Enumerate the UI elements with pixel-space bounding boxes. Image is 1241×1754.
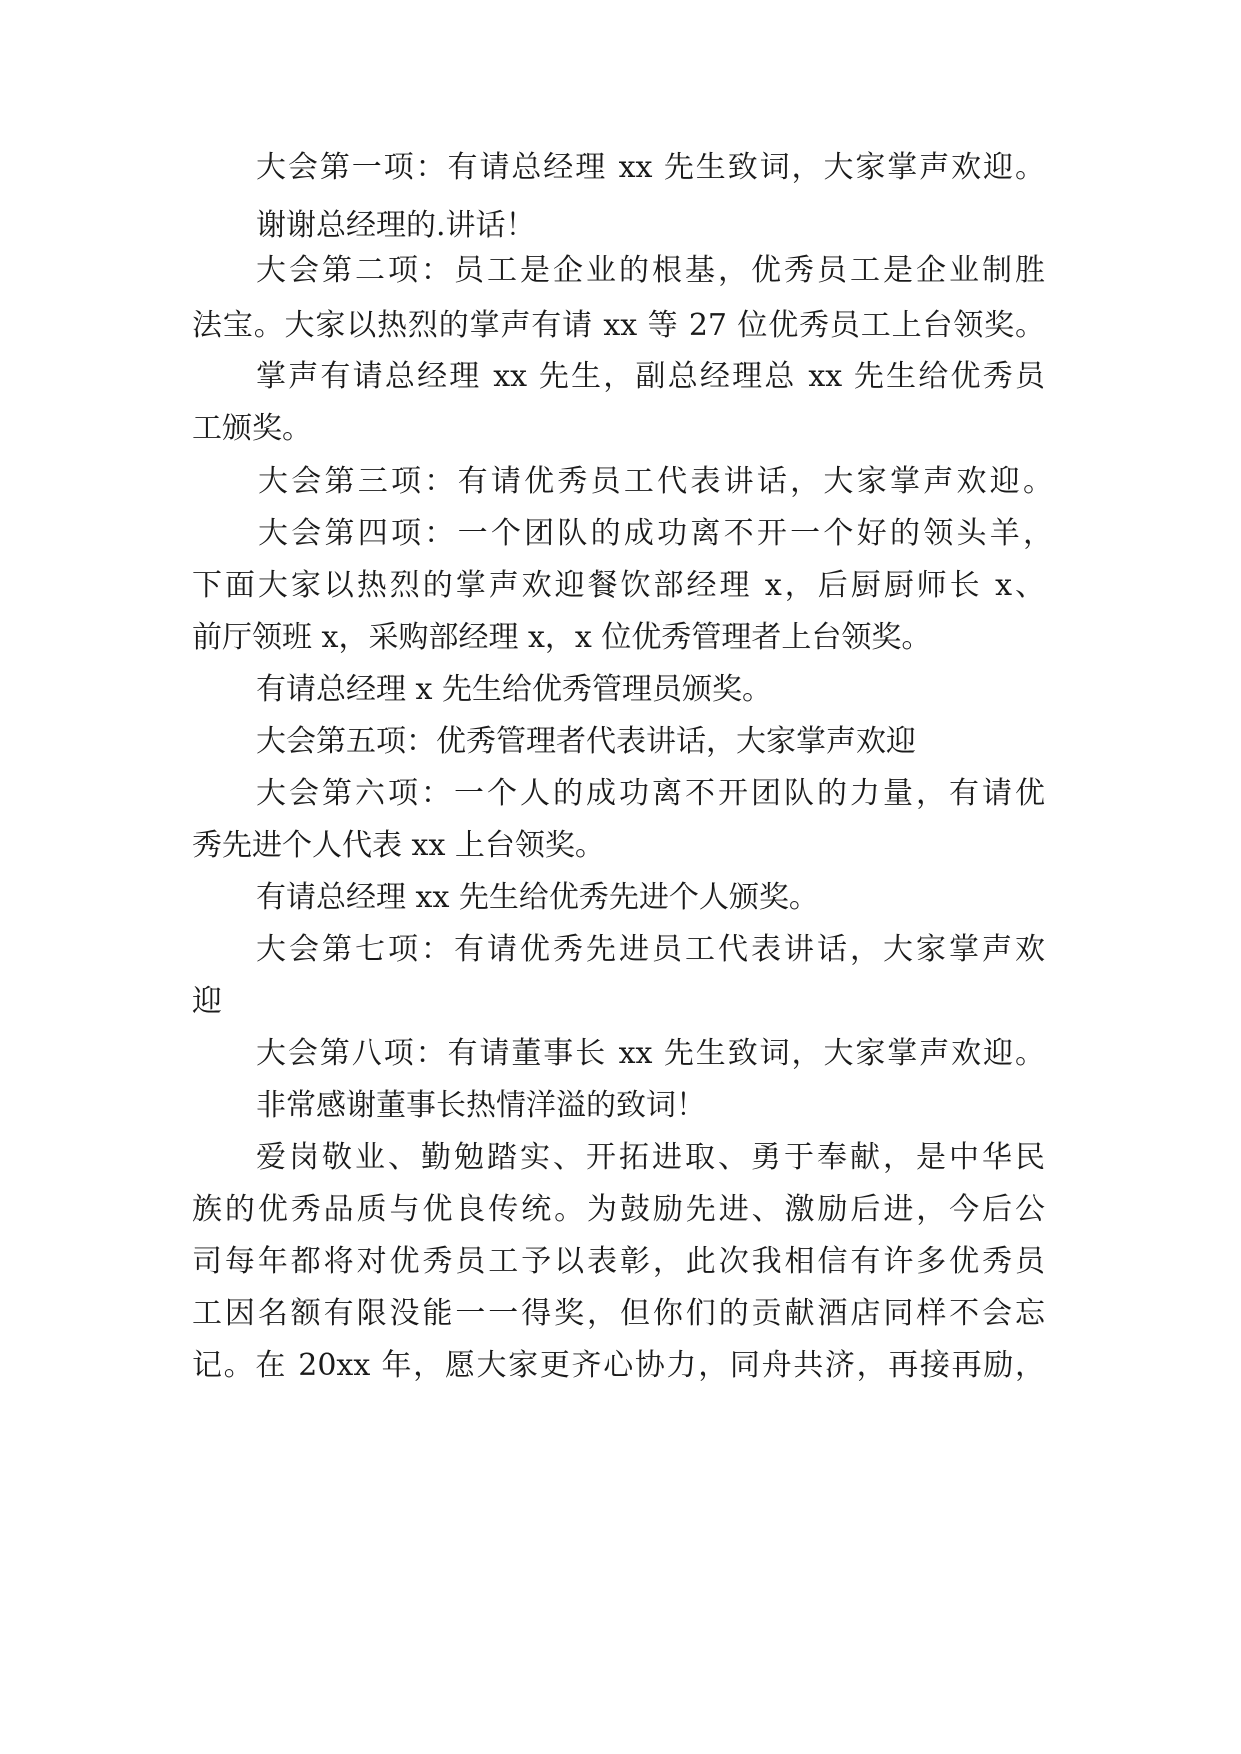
paragraph-line: 法宝。大家以热烈的掌声有请 xx 等 27 位优秀员工上台领奖。 (192, 308, 1045, 343)
paragraph-line: 有请总经理 xx 先生给优秀先进个人颁奖。 (256, 880, 819, 915)
paragraph-line: 爱岗敬业、勤勉踏实、开拓进取、勇于奉献，是中华民 (256, 1140, 1045, 1175)
paragraph-line: 前厅领班 x，采购部经理 x，x 位优秀管理者上台领奖。 (192, 620, 932, 655)
paragraph-line: 有请总经理 x 先生给优秀管理员颁奖。 (256, 672, 772, 707)
paragraph-line: 谢谢总经理的.讲话！ (256, 208, 536, 243)
paragraph-line: 记。在 20xx 年，愿大家更齐心协力，同舟共济，再接再励， (192, 1348, 1045, 1383)
paragraph-line: 司每年都将对优秀员工予以表彰，此次我相信有许多优秀员 (192, 1244, 1045, 1279)
paragraph-line: 迎 (192, 984, 222, 1019)
paragraph-line: 工颁奖。 (192, 411, 312, 446)
paragraph-line: 大会第二项：员工是企业的根基，优秀员工是企业制胜 (256, 253, 1045, 288)
paragraph-line: 工因名额有限没能一一得奖，但你们的贡献酒店同样不会忘 (192, 1296, 1045, 1331)
paragraph-line: 掌声有请总经理 xx 先生，副总经理总 xx 先生给优秀员 (256, 359, 1045, 394)
paragraph-line: 大会第四项：一个团队的成功离不开一个好的领头羊， (258, 516, 1053, 551)
paragraph-line: 族的优秀品质与优良传统。为鼓励先进、激励后进，今后公 (192, 1192, 1045, 1227)
paragraph-line: 非常感谢董事长热情洋溢的致词！ (256, 1088, 706, 1123)
paragraph-line: 秀先进个人代表 xx 上台领奖。 (192, 828, 605, 863)
paragraph-line: 大会第七项：有请优秀先进员工代表讲话，大家掌声欢 (256, 932, 1045, 967)
paragraph-line: 大会第五项：优秀管理者代表讲话，大家掌声欢迎 (256, 724, 916, 759)
paragraph-line: 大会第六项：一个人的成功离不开团队的力量，有请优 (256, 776, 1045, 811)
paragraph-line: 大会第八项：有请董事长 xx 先生致词，大家掌声欢迎。 (256, 1036, 1045, 1071)
paragraph-line: 大会第三项：有请优秀员工代表讲话，大家掌声欢迎。 (258, 464, 1053, 499)
paragraph-line: 大会第一项：有请总经理 xx 先生致词，大家掌声欢迎。 (256, 150, 1045, 185)
paragraph-line: 下面大家以热烈的掌声欢迎餐饮部经理 x，后厨厨师长 x、 (192, 568, 1045, 603)
